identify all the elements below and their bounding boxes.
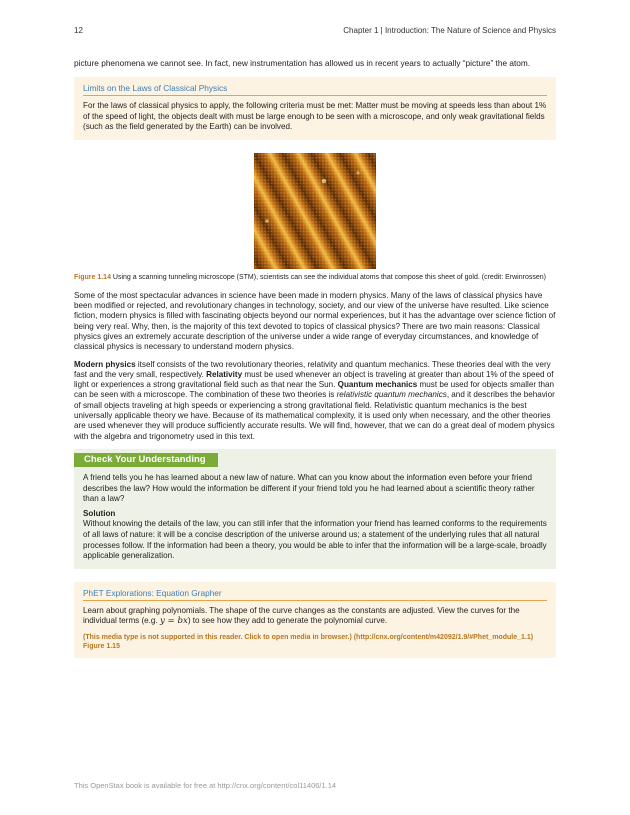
figure-caption-text: Using a scanning tunneling microscope (STM), scientists can see the individual atoms that compose this sheet of gold. (credit: Erwinrossen)	[110, 273, 546, 281]
figure-caption	[74, 273, 556, 282]
paragraph-modern-advances: Some of the most spectacular advances in science have been made in modern physics. Many of the laws of classical physics have been modified or rejected, and revolutionary changes in technology, society, and our view of the universe have resulted. Like science fiction, modern physics is filled with fascinating objects beyond our normal experiences, but it has the advantage over science fiction of being very real. Why, then, is the majority of this text devoted to topics of classical physics? There are two main reasons: Classical physics gives an extremely accurate description of the universe under a wide range of everyday circumstances, and knowledge of classical physics is necessary to understand modern physics.	[74, 290, 556, 352]
intro-line: picture phenomena we cannot see. In fact, new instrumentation has allowed us in recent years to actually “picture” the atom.	[74, 58, 531, 68]
check-understanding-body	[74, 467, 556, 569]
text-span: must be used whenever an object is traveling at greater than about 1% of the speed of light or experiences a strong gravitational field such as that near the Sun.	[74, 369, 554, 390]
running-head: Chapter 1 | Introduction: The Nature of Science and Physics	[343, 26, 556, 35]
solution-text: Without knowing the details of the law, you can still infer that the information your friend has learned conforms to the requirements of all laws of nature: it will be a concise description of the universe around us; a statement of the underlying rules that all natural processes follow. If the information had been a theory, you would be able to infer that the information will be a large-scale, broadly applicable generalization.	[83, 519, 547, 561]
text-span: , and it describes the behavior of small objects traveling at high speeds or experiencing a strong gravitational field. Relativistic quantum mechanics is the best universally applicable theory we have. Because of its mathematical complexity, it is used only when necessary, and the other theories are used whenever they will produce sufficiently accurate results. We will find, however, that we can do a great deal of modern physics with the algebra and trigonometry used in this text.	[74, 390, 555, 441]
equation: y = bx	[159, 616, 188, 627]
text-span: must be used for objects smaller than can be seen with a microscope. The combination of these two theories is	[74, 380, 555, 400]
phet-box	[74, 582, 556, 658]
figure-1-15-label: Figure 1.15	[83, 642, 120, 650]
limits-box-title: Limits on the Laws of Classical Physics	[83, 83, 547, 96]
text-span: Learn about graphing polynomials. The shape of the curve changes as the constants are adjusted. View the curves for the individual terms (e.g.	[83, 605, 520, 626]
term-quantum-mechanics: Quantum mechanics	[337, 380, 418, 390]
limits-box	[74, 77, 556, 140]
check-understanding-heading: Check Your Understanding	[74, 453, 218, 467]
phet-box-title: PhET Explorations: Equation Grapher	[83, 588, 547, 601]
paragraph-modern-physics	[74, 360, 556, 442]
check-understanding-box	[74, 449, 556, 569]
figure-label: Figure 1.14	[74, 273, 111, 281]
stm-gold-image	[254, 153, 376, 269]
footer-text: This OpenStax book is available for free at http://cnx.org/content/col11406/1.14	[74, 781, 337, 790]
page-number: 12	[74, 26, 83, 35]
text-span: itself consists of the two revolutionary theories, relativity and quantum mechanics. These theories deal with the very fast and the very small, respectively.	[74, 359, 551, 379]
page-content	[74, 58, 556, 671]
figure-1-14	[74, 153, 556, 269]
phet-box-text	[83, 606, 547, 627]
term-relativistic-quantum-mechanics: relativistic quantum mechanics	[336, 390, 447, 400]
limits-box-text: For the laws of classical physics to apply, the following criteria must be met: Matter must be moving at speeds less than about 1% of the speed of light, the objects dealt with must be large enough to be seen with a microscope, and only weak gravitational fields (such as the field generated by the Earth) can be involved.	[83, 101, 547, 132]
term-relativity: Relativity	[206, 369, 243, 379]
media-link[interactable]: (This media type is not supported in this reader. Click to open media in browser.) (http://cnx.org/content/m42092/1.9/#Phet_module_1.1)	[83, 633, 534, 641]
text-span: ) to see how they add to generate the polynomial curve.	[187, 616, 388, 626]
solution-label: Solution	[83, 508, 116, 518]
check-understanding-question: A friend tells you he has learned about a new law of nature. What can you know about the information even before your friend describes the law? How would the information be different if your friend told you he had learned about a scientific theory rather than a law?	[83, 472, 535, 504]
term-modern-physics: Modern physics	[74, 359, 136, 369]
